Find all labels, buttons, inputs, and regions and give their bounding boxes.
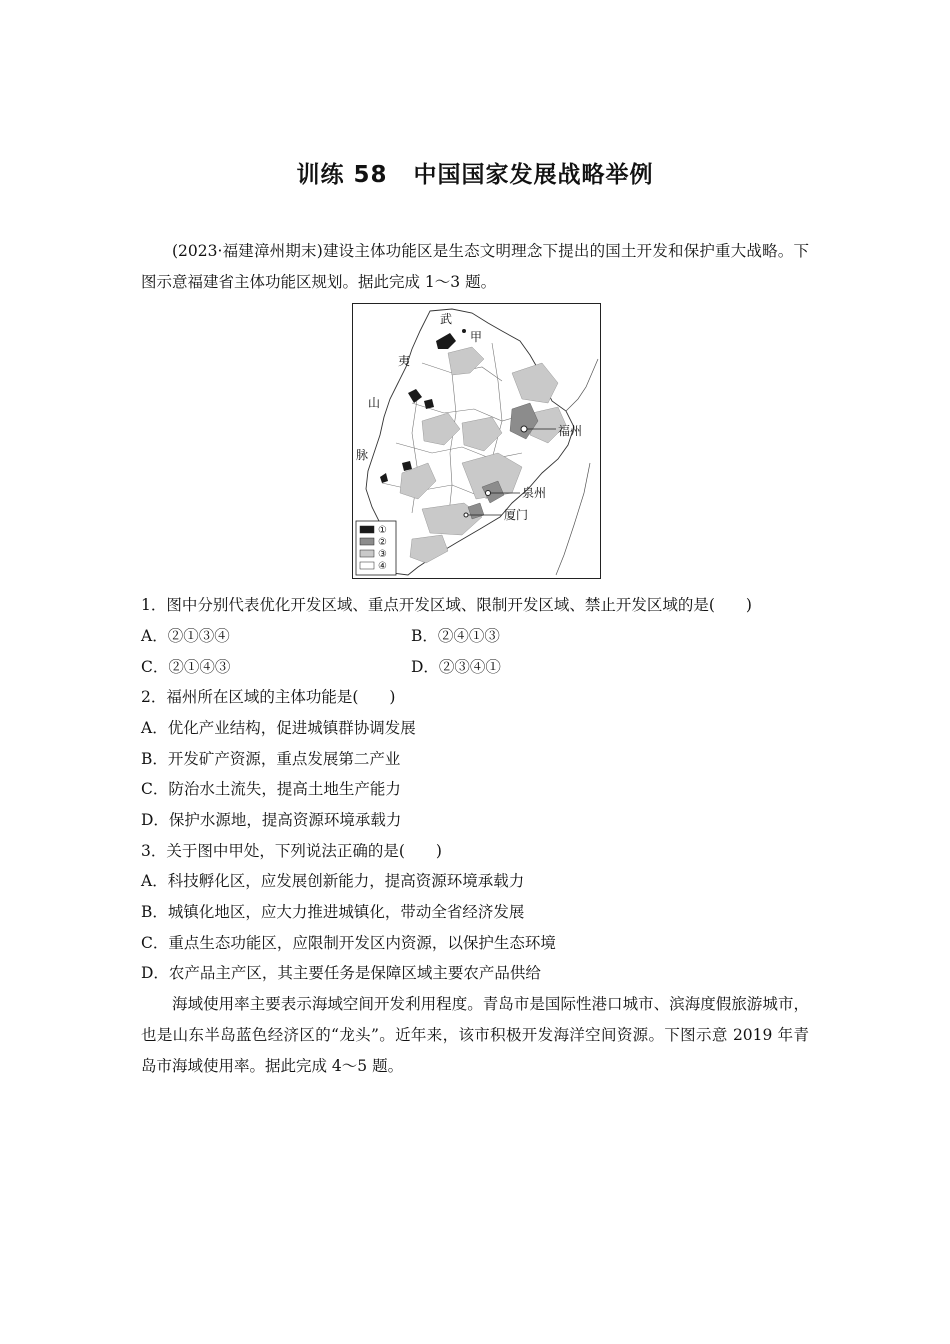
q2-stem: 2．福州所在区域的主体功能是( ) (141, 688, 396, 706)
legend-label-2: ② (378, 537, 387, 548)
label-jia: 甲 (470, 330, 483, 344)
q1-option-c: C．②①④③ (141, 658, 231, 676)
q3-option-c: C．重点生态功能区，应限制开发区内资源，以保护生态环境 (141, 934, 556, 952)
q1-stem: 1．图中分别代表优化开发区域、重点开发区域、限制开发区域、禁止开发区域的是( ) (141, 596, 752, 614)
q3-option-b: B．城镇化地区，应大力推进城镇化，带动全省经济发展 (141, 903, 525, 921)
q3-stem: 3．关于图中甲处，下列说法正确的是( ) (141, 842, 442, 860)
xiamen-marker (464, 513, 468, 517)
q2-option-a: A．优化产业结构，促进城镇群协调发展 (141, 719, 416, 737)
map-legend (356, 521, 396, 575)
label-wu: 武 (440, 312, 453, 326)
intro-paragraph-2 (141, 989, 809, 1082)
label-quanzhou: 泉州 (522, 486, 547, 500)
legend-swatch-1 (360, 526, 374, 533)
label-fuzhou: 福州 (558, 424, 583, 438)
q1-option-a: A．②①③④ (141, 627, 230, 645)
intro-1-text: (2023·福建漳州期末)建设主体功能区是生态文明理念下提出的国土开发和保护重大战略。下图示意福建省主体功能区规划。据此完成 1～3 题。 (141, 242, 809, 291)
q2-option-b: B．开发矿产资源，重点发展第二产业 (141, 750, 401, 768)
legend-label-3: ③ (378, 549, 387, 560)
q2-option-c: C．防治水土流失，提高土地生产能力 (141, 780, 401, 798)
legend-label-1: ① (378, 525, 387, 536)
quanzhou-marker (486, 491, 491, 496)
intro-2-text: 海域使用率主要表示海域空间开发利用程度。青岛市是国际性港口城市、滨海度假旅游城市，也是山东半岛蓝色经济区的“龙头”。近年来，该市积极开发海洋空间资源。下图示意 2019 年青岛市海域使用率。据此完成 4～5 题。 (141, 995, 809, 1075)
q3-option-a: A．科技孵化区，应发展创新能力，提高资源环境承载力 (141, 872, 525, 890)
intro-paragraph-1 (141, 236, 809, 298)
legend-swatch-2 (360, 538, 374, 545)
legend-label-4: ④ (378, 561, 387, 572)
legend-swatch-4 (360, 562, 374, 569)
fujian-function-zone-map (352, 303, 601, 579)
title-prefix: 训练 58 (296, 162, 388, 188)
title-main: 中国国家发展战略举例 (413, 162, 654, 188)
label-xiamen: 厦门 (504, 508, 529, 522)
label-yi: 夷 (398, 354, 411, 368)
q2-option-d: D．保护水源地，提高资源环境承载力 (141, 811, 402, 829)
fuzhou-marker (521, 426, 527, 432)
label-mai: 脉 (356, 448, 369, 462)
page-title (0, 156, 950, 189)
q1-option-d: D．②③④① (411, 658, 501, 676)
legend-swatch-3 (360, 550, 374, 557)
jia-marker (462, 329, 466, 333)
label-shan: 山 (368, 396, 381, 410)
q1-option-b: B．②④①③ (411, 627, 500, 645)
q3-option-d: D．农产品主产区，其主要任务是保障区域主要农产品供给 (141, 964, 541, 982)
